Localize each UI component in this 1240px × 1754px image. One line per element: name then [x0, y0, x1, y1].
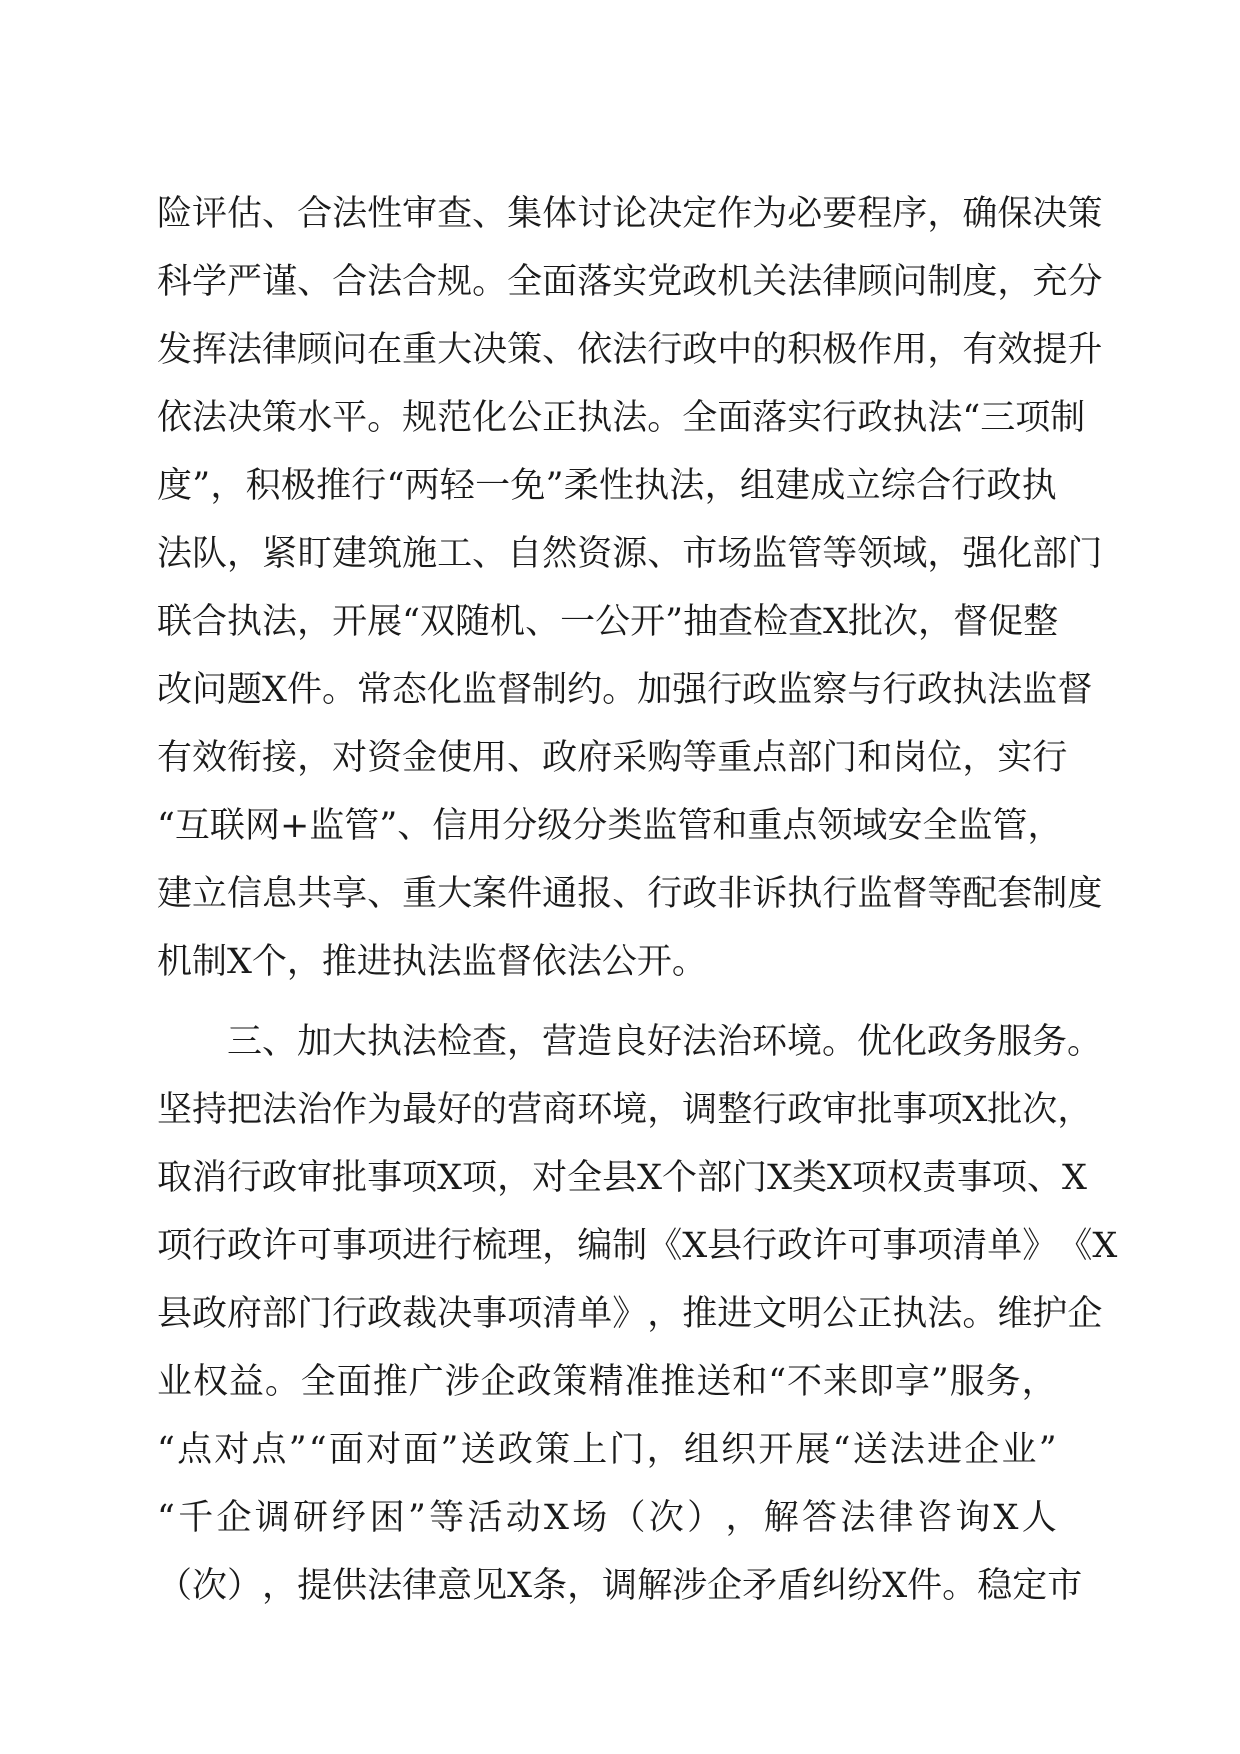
body-text — [157, 180, 1118, 1620]
text-line: 险 评 估 、 合 法 性 审 查 、 集 体 讨 论 决 定 作 为 必 要 程 序 ， 确 保 决 策 — [157, 194, 1103, 234]
text-line: “ 互 联 网 + 监 管 ” 、 信 用 分 级 分 类 监 管 和 重 点 领 域 安 全 监 管 ， — [157, 806, 1063, 846]
text-line: 发 挥 法 律 顾 问 在 重 大 决 策 、 依 法 行 政 中 的 积 极 作 用 ， 有 效 提 升 — [157, 330, 1103, 370]
text-line: （ 次 ） ， 提 供 法 律 意 见 X 条 ， 调 解 涉 企 矛 盾 纠 纷 X 件 。 稳 定 市 — [157, 1566, 1083, 1606]
paragraph-gap — [157, 996, 1057, 1008]
text-line: 取 消 行 政 审 批 事 项 X 项 ， 对 全 县 X 个 部 门 X 类 X 项 权 责 事 项 、 X — [157, 1158, 1087, 1198]
text-line: “ 千 企 调 研 纾 困 ” 等 活 动 X 场 （ 次 ） ， 解 答 法 律 咨 询 X 人 — [157, 1498, 1057, 1538]
text-line: 县 政 府 部 门 行 政 裁 决 事 项 清 单 》 ， 推 进 文 明 公 正 执 法 。 维 护 企 — [157, 1294, 1103, 1334]
section-heading-line: 三、加大执法检查，营造良好法治环境。优化政务服务。 — [227, 1022, 1103, 1062]
text-line: 科 学 严 谨 、 合 法 合 规 。 全 面 落 实 党 政 机 关 法 律 顾 问 制 度 ， 充 分 — [157, 262, 1103, 302]
text-line: 坚 持 把 法 治 作 为 最 好 的 营 商 环 境 ， 调 整 行 政 审 批 事 项 X 批 次 ， — [157, 1090, 1093, 1130]
text-line: “ 点 对 点 ” “ 面 对 面 ” 送 政 策 上 门 ， 组 织 开 展 “ 送 法 进 企 业 ” — [157, 1430, 1057, 1470]
text-line: 建 立 信 息 共 享 、 重 大 案 件 通 报 、 行 政 非 诉 执 行 监 督 等 配 套 制 度 — [157, 874, 1103, 914]
text-line: 法 队 ， 紧 盯 建 筑 施 工 、 自 然 资 源 、 市 场 监 管 等 领 域 ， 强 化 部 门 — [157, 534, 1103, 574]
text-line: 业 权 益 。 全 面 推 广 涉 企 政 策 精 准 推 送 和 “ 不 来 即 享 ” 服 务 ， — [157, 1362, 1057, 1402]
text-line: 项 行 政 许 可 事 项 进 行 梳 理 ， 编 制 《 X 县 行 政 许 可 事 项 清 单 》 《 X — [157, 1226, 1118, 1266]
text-line: 机制X个，推进执法监督依法公开。 — [157, 942, 707, 982]
text-line: 改 问 题 X 件 。 常 态 化 监 督 制 约 。 加 强 行 政 监 察 与 行 政 执 法 监 督 — [157, 670, 1093, 710]
text-line: 有 效 衔 接 ， 对 资 金 使 用 、 政 府 采 购 等 重 点 部 门 和 岗 位 ， 实 行 — [157, 738, 1068, 778]
text-line: 度 ” ， 积 极 推 行 “ 两 轻 一 免 ” 柔 性 执 法 ， 组 建 成 立 综 合 行 政 执 — [157, 466, 1057, 506]
text-line: 联 合 执 法 ， 开 展 “ 双 随 机 、 一 公 开 ” 抽 查 检 查 X 批 次 ， 督 促 整 — [157, 602, 1059, 642]
text-line: 依 法 决 策 水 平 。 规 范 化 公 正 执 法 。 全 面 落 实 行 政 执 法 “ 三 项 制 — [157, 398, 1086, 438]
